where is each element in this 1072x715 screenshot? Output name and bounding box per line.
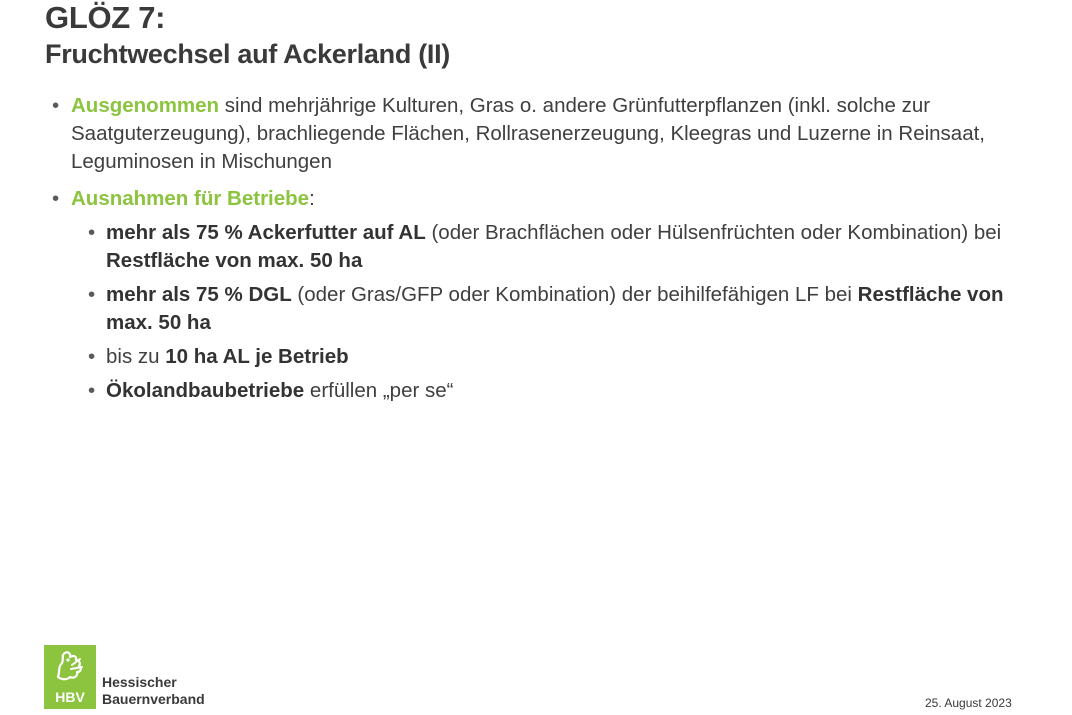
bullet-icon: • bbox=[88, 283, 96, 306]
sub-bullet-ten-ha bbox=[52, 343, 1012, 371]
sub-bullet-bold: mehr als 75 % Ackerfutter auf AL bbox=[106, 221, 426, 244]
sub-bullet-bold: Ökolandbaubetriebe bbox=[106, 379, 305, 402]
sub-bullet-organic bbox=[52, 377, 1012, 405]
slide-title: GLÖZ 7: bbox=[45, 0, 166, 35]
bullet-highlight: Ausgenommen bbox=[71, 94, 220, 117]
sub-bullet-bold: Restfläche von max. 50 ha bbox=[106, 249, 363, 272]
bullet-exceptions-farms bbox=[52, 185, 1012, 213]
sub-bullet-text: (oder Brachflächen oder Hülsenfrüchten oder Kombination) bei bbox=[425, 221, 1002, 244]
bullet-icon: • bbox=[88, 379, 96, 402]
bullet-text: sind mehrjährige Kulturen, Gras o. andere Grünfutterpflanzen (inkl. solche zur Saatguterzeugung), brachliegende Flächen, Rollrasenerzeugung, Kleegras und Luzerne in Reinsaat, Leguminosen in Mischungen bbox=[71, 94, 985, 173]
sub-bullet-text: bis zu bbox=[106, 345, 166, 368]
bullet-suffix: : bbox=[309, 187, 315, 210]
organization-name-line2: Bauernverband bbox=[102, 691, 205, 707]
sub-bullet-text: erfüllen „per se“ bbox=[304, 379, 454, 402]
sub-bullet-bold: mehr als 75 % DGL bbox=[106, 283, 292, 306]
bullet-icon: • bbox=[88, 345, 96, 368]
sub-bullet-dgl bbox=[52, 281, 1012, 337]
sub-bullet-ackerfutter bbox=[52, 219, 1012, 275]
bullet-exceptions-crops bbox=[52, 92, 1012, 176]
slide-content bbox=[52, 92, 1012, 405]
bullet-highlight: Ausnahmen für Betriebe bbox=[71, 187, 310, 210]
lion-icon bbox=[52, 649, 88, 683]
slide-subtitle: Fruchtwechsel auf Ackerland (II) bbox=[45, 39, 450, 69]
bullet-icon: • bbox=[52, 187, 60, 210]
sub-bullet-text: (oder Gras/GFP oder Kombination) der beihilfefähigen LF bei bbox=[291, 283, 858, 306]
bullet-icon: • bbox=[52, 94, 60, 117]
logo-abbreviation: HBV bbox=[55, 689, 85, 705]
slide-date: 25. August 2023 bbox=[925, 696, 1012, 710]
organization-name bbox=[102, 674, 205, 708]
hbv-logo bbox=[44, 645, 96, 709]
organization-name-line1: Hessischer bbox=[102, 674, 177, 690]
bullet-icon: • bbox=[88, 221, 96, 244]
sub-bullet-bold: 10 ha AL je Betrieb bbox=[165, 345, 349, 368]
sub-bullet-bold: Restfläche von max. 50 ha bbox=[106, 283, 1004, 334]
